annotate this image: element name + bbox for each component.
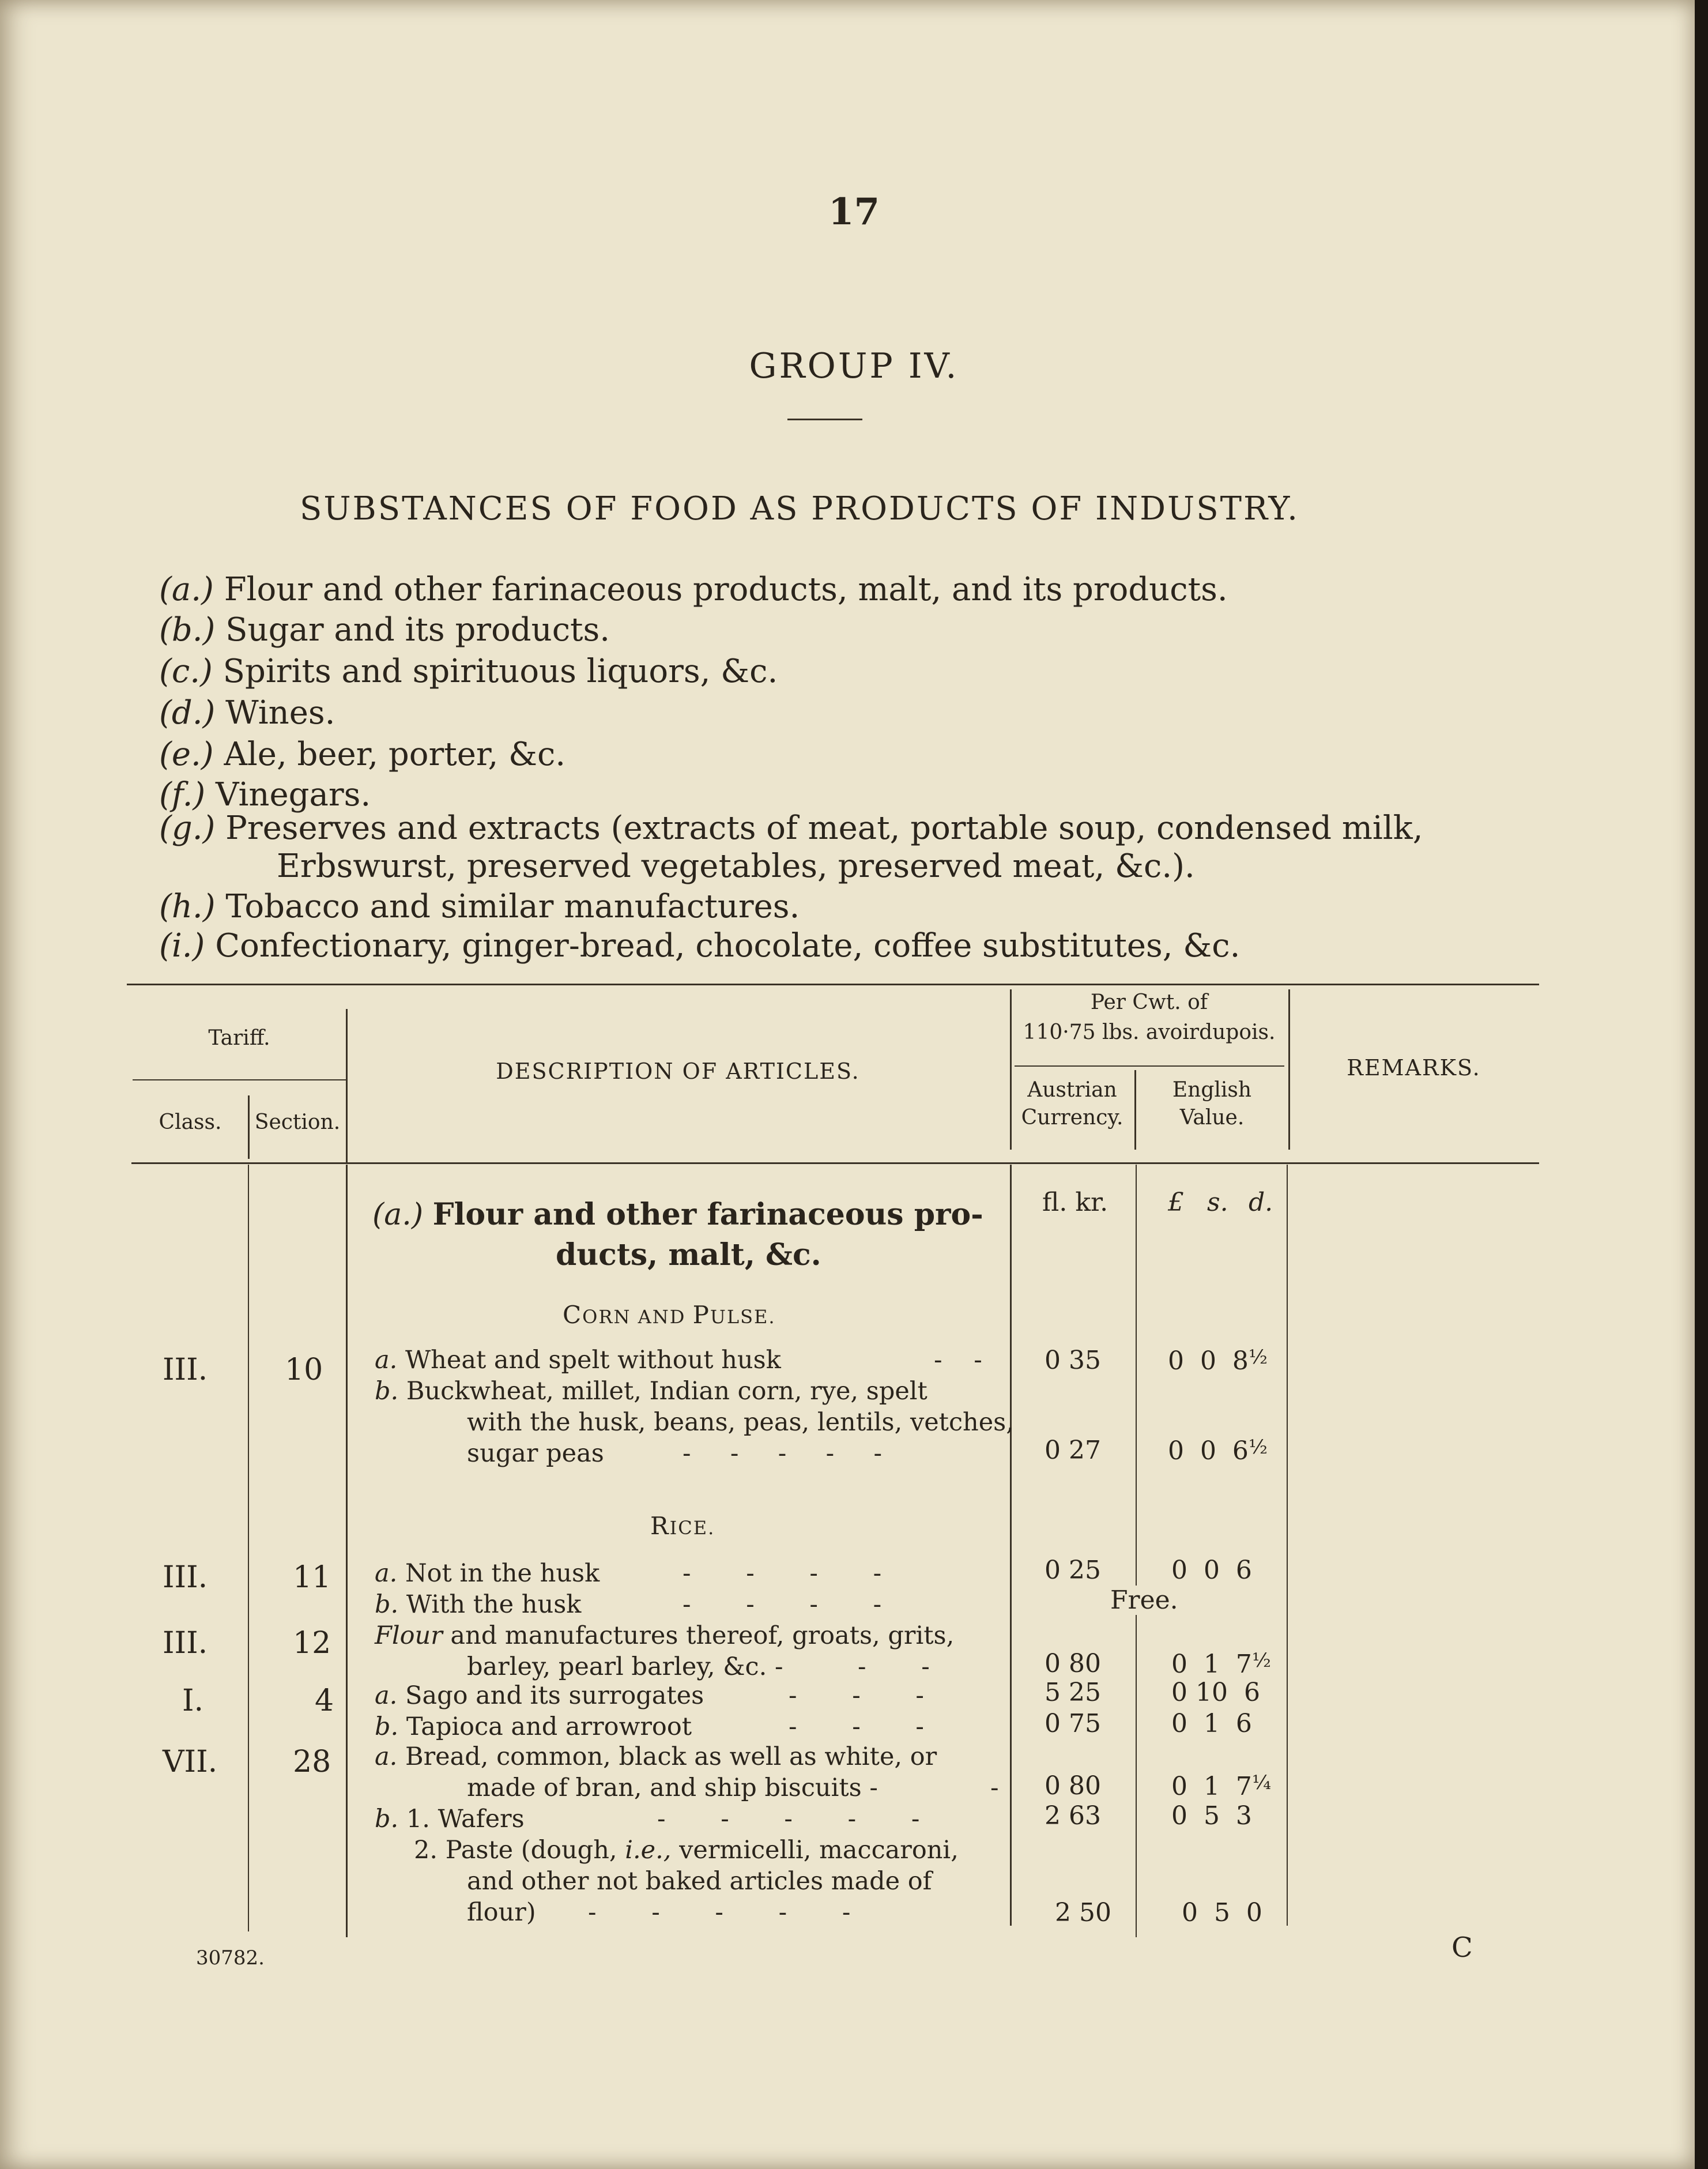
row-description: 2. Paste (dough, i.e., vermicelli, maccaroni, [414,1836,959,1865]
row-english-value: 0 1 $7^{\frac{1}{2}}$ [1171,1649,1271,1679]
row-dashes: - - - [789,1681,924,1710]
row-section: 10 [285,1353,323,1387]
row-english-value: 0 0 6 [1171,1556,1252,1585]
header-bottom-rule [131,1162,1539,1164]
row-description-cont: made of bran, and ship biscuits - [467,1773,878,1802]
row-english-value: 0 5 3 [1171,1801,1252,1831]
row-english-value: 0 1 6 [1171,1709,1252,1738]
row-section: 4 [315,1684,334,1718]
desc-body-divider-right [1010,1165,1012,1926]
footer-signature-letter: C [1451,1931,1473,1964]
row-class: I. [182,1684,204,1718]
row-class: III. [163,1353,208,1387]
category-item: (h.) Tobacco and similar manufactures. [159,888,800,925]
section-heading-cont: ducts, malt, &c. [556,1237,821,1272]
row-austrian-value: 2 63 [1045,1801,1101,1831]
category-item: (a.) Flour and other farinaceous products, malt, and its products. [159,571,1228,608]
category-item: (f.) Vinegars. [159,776,371,814]
tariff-desc-divider [346,1009,348,1163]
currency-body-divider [1136,1165,1137,1937]
row-austrian-value: 0 25 [1045,1556,1101,1585]
row-description: Flour and manufactures thereof, groats, grits, [375,1621,955,1650]
category-item: (d.) Wines. [159,694,335,732]
table-top-rule [127,984,1539,985]
row-class: VII. [163,1745,218,1779]
row-description-cont: and other not baked articles made of [467,1867,932,1896]
header-tariff: Tariff. [208,1026,270,1050]
category-item: (e.) Ale, beer, porter, &c. [159,736,566,773]
row-dashes: - - - - - [683,1439,883,1468]
row-description: b. Tapioca and arrowroot [375,1712,692,1741]
tariff-divider [133,1079,346,1080]
row-description: a. Bread, common, black as well as white, or [375,1742,937,1771]
row-section: 12 [293,1626,331,1660]
row-free-label: Free. [1107,1586,1182,1615]
row-description-cont: sugar peas [467,1439,604,1468]
footer-print-number: 30782. [196,1946,265,1970]
row-dashes: - - - - - [588,1898,851,1927]
row-class: III. [163,1560,208,1595]
row-dashes: - - [934,1346,982,1375]
row-english-value: 0 1 $7^{\frac{1}{4}}$ [1171,1771,1271,1801]
category-item: (i.) Confectionary, ginger-bread, chocolate, coffee substitutes, &c. [159,927,1241,965]
header-english-1: English [1172,1078,1252,1102]
unit-fl-kr: fl. kr. [1042,1188,1108,1217]
row-section: 28 [293,1745,331,1779]
row-description: a. Sago and its surrogates [375,1681,704,1710]
row-class: III. [163,1626,208,1660]
unit-pound: £ [1168,1188,1184,1217]
category-item: (g.) Preserves and extracts (extracts of meat, portable soup, condensed milk, [159,809,1423,847]
row-austrian-value: 0 35 [1045,1346,1101,1375]
row-description-cont: barley, pearl barley, &c. - [467,1652,783,1681]
row-english-value: 0 0 $6^{\frac{1}{2}}$ [1168,1436,1268,1466]
row-section: 11 [293,1560,331,1595]
category-item: (c.) Spirits and spirituous liquors, &c. [159,653,778,690]
row-description: b. Buckwheat, millet, Indian corn, rye, spelt [375,1377,927,1406]
category-item-continuation: Erbswurst, preserved vegetables, preserved meat, &c.). [277,848,1195,885]
row-dashes: - - - - [683,1590,882,1619]
header-english-2: Value. [1179,1106,1245,1129]
subhead-corn-pulse: CORN AND PULSE. [563,1301,776,1329]
row-austrian-value: 0 80 [1045,1649,1101,1678]
row-description: b. 1. Wafers [375,1805,525,1833]
page-number: 17 [828,190,880,234]
group-title: GROUP IV. [749,346,959,386]
english-body-divider [1287,1165,1288,1926]
section-heading: (a.) Flour and other farinaceous pro- [372,1197,983,1232]
row-description-cont: with the husk, beans, peas, lentils, vetches, [467,1408,1014,1437]
row-austrian-value: 0 75 [1045,1709,1101,1738]
title-rule [787,419,862,420]
row-austrian-value: 0 27 [1045,1436,1101,1465]
unit-penny: d. [1249,1188,1273,1217]
row-dashes: - - - - [683,1559,882,1588]
header-per-cwt-1: Per Cwt. of [1090,991,1208,1014]
row-dashes: - [990,1773,999,1802]
per-cwt-divider [1015,1065,1284,1067]
unit-shilling: s. [1207,1188,1228,1217]
row-english-value: 0 0 $8^{\frac{1}{2}}$ [1168,1346,1268,1376]
row-description-cont: flour) [467,1898,536,1927]
header-austrian-1: Austrian [1027,1078,1117,1102]
row-description: a. Wheat and spelt without husk [375,1346,781,1375]
header-section: Section. [254,1110,341,1134]
desc-body-divider-left [346,1165,348,1937]
header-per-cwt-2: 110·75 lbs. avoirdupois. [1023,1021,1276,1044]
header-austrian-2: Currency. [1021,1106,1123,1129]
header-class: Class. [159,1110,222,1134]
row-dashes: - - - [789,1712,924,1741]
header-remarks: REMARKS. [1347,1055,1481,1080]
row-english-value: 0 5 0 [1182,1898,1262,1927]
subhead-rice: RICE. [650,1512,715,1540]
row-austrian-value: 2 50 [1055,1898,1111,1927]
row-english-value: 0 10 6 [1171,1678,1260,1707]
row-description: b. With the husk [375,1590,582,1619]
category-item: (b.) Sugar and its products. [159,611,610,649]
header-description: DESCRIPTION OF ARTICLES. [496,1059,860,1084]
row-austrian-value: 5 25 [1045,1678,1101,1707]
class-section-body-divider [248,1165,249,1931]
subtitle: SUBSTANCES OF FOOD AS PRODUCTS OF INDUSTRY. [300,490,1299,528]
row-description: a. Not in the husk [375,1559,600,1588]
row-austrian-value: 0 80 [1045,1771,1101,1801]
row-dashes: - - [858,1652,930,1681]
row-dashes: - - - - - [657,1805,920,1833]
